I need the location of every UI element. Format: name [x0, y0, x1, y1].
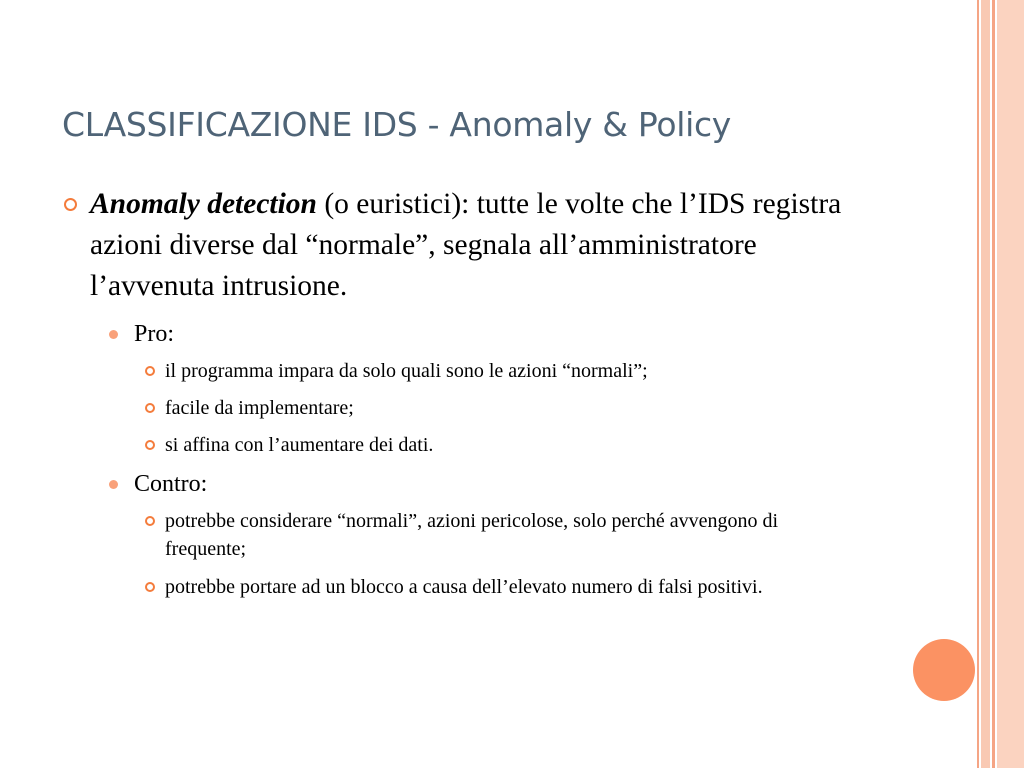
slide-body [62, 184, 852, 601]
pro-item-text: il programma impara da solo quali sono le azioni “normali”; [165, 360, 648, 382]
list-item [62, 431, 825, 459]
contro-item-text: potrebbe portare ad un blocco a causa dell’elevato numero di falsi positivi. [165, 576, 763, 598]
pro-label: Pro: [134, 321, 175, 347]
decorative-stripe [981, 0, 990, 768]
ring-bullet-icon [145, 403, 155, 413]
list-item [62, 357, 825, 385]
list-item [62, 507, 825, 563]
dot-bullet-icon [109, 480, 118, 489]
decorative-stripe [992, 0, 995, 768]
ring-bullet-icon [145, 440, 155, 450]
decorative-circle [913, 639, 975, 701]
dot-bullet-icon [109, 330, 118, 339]
main-bullet-text: (o euristici): tutte le volte che l’IDS registra azioni diverse dal “normale”, segnala all’amministratore l’avvenuta intrusione. [90, 188, 842, 302]
ring-bullet-icon [64, 198, 77, 211]
decorative-stripe [977, 0, 979, 768]
pro-item-text: facile da implementare; [165, 397, 354, 419]
bold-term: Anomaly detection [90, 188, 317, 220]
ring-bullet-icon [145, 582, 155, 592]
contro-item-text: potrebbe considerare “normali”, azioni pericolose, solo perché avvengono di frequente; [165, 510, 779, 560]
slide-title: CLASSIFICAZIONE IDS - Anomaly & Policy [62, 105, 732, 144]
ring-bullet-icon [145, 516, 155, 526]
contro-heading [62, 469, 852, 499]
main-bullet [62, 184, 852, 307]
pro-heading [62, 319, 852, 349]
list-item [62, 394, 825, 422]
contro-label: Contro: [134, 471, 208, 497]
pro-item-text: si affina con l’aumentare dei dati. [165, 434, 434, 456]
decorative-stripe [997, 0, 1024, 768]
ring-bullet-icon [145, 366, 155, 376]
list-item [62, 573, 825, 601]
